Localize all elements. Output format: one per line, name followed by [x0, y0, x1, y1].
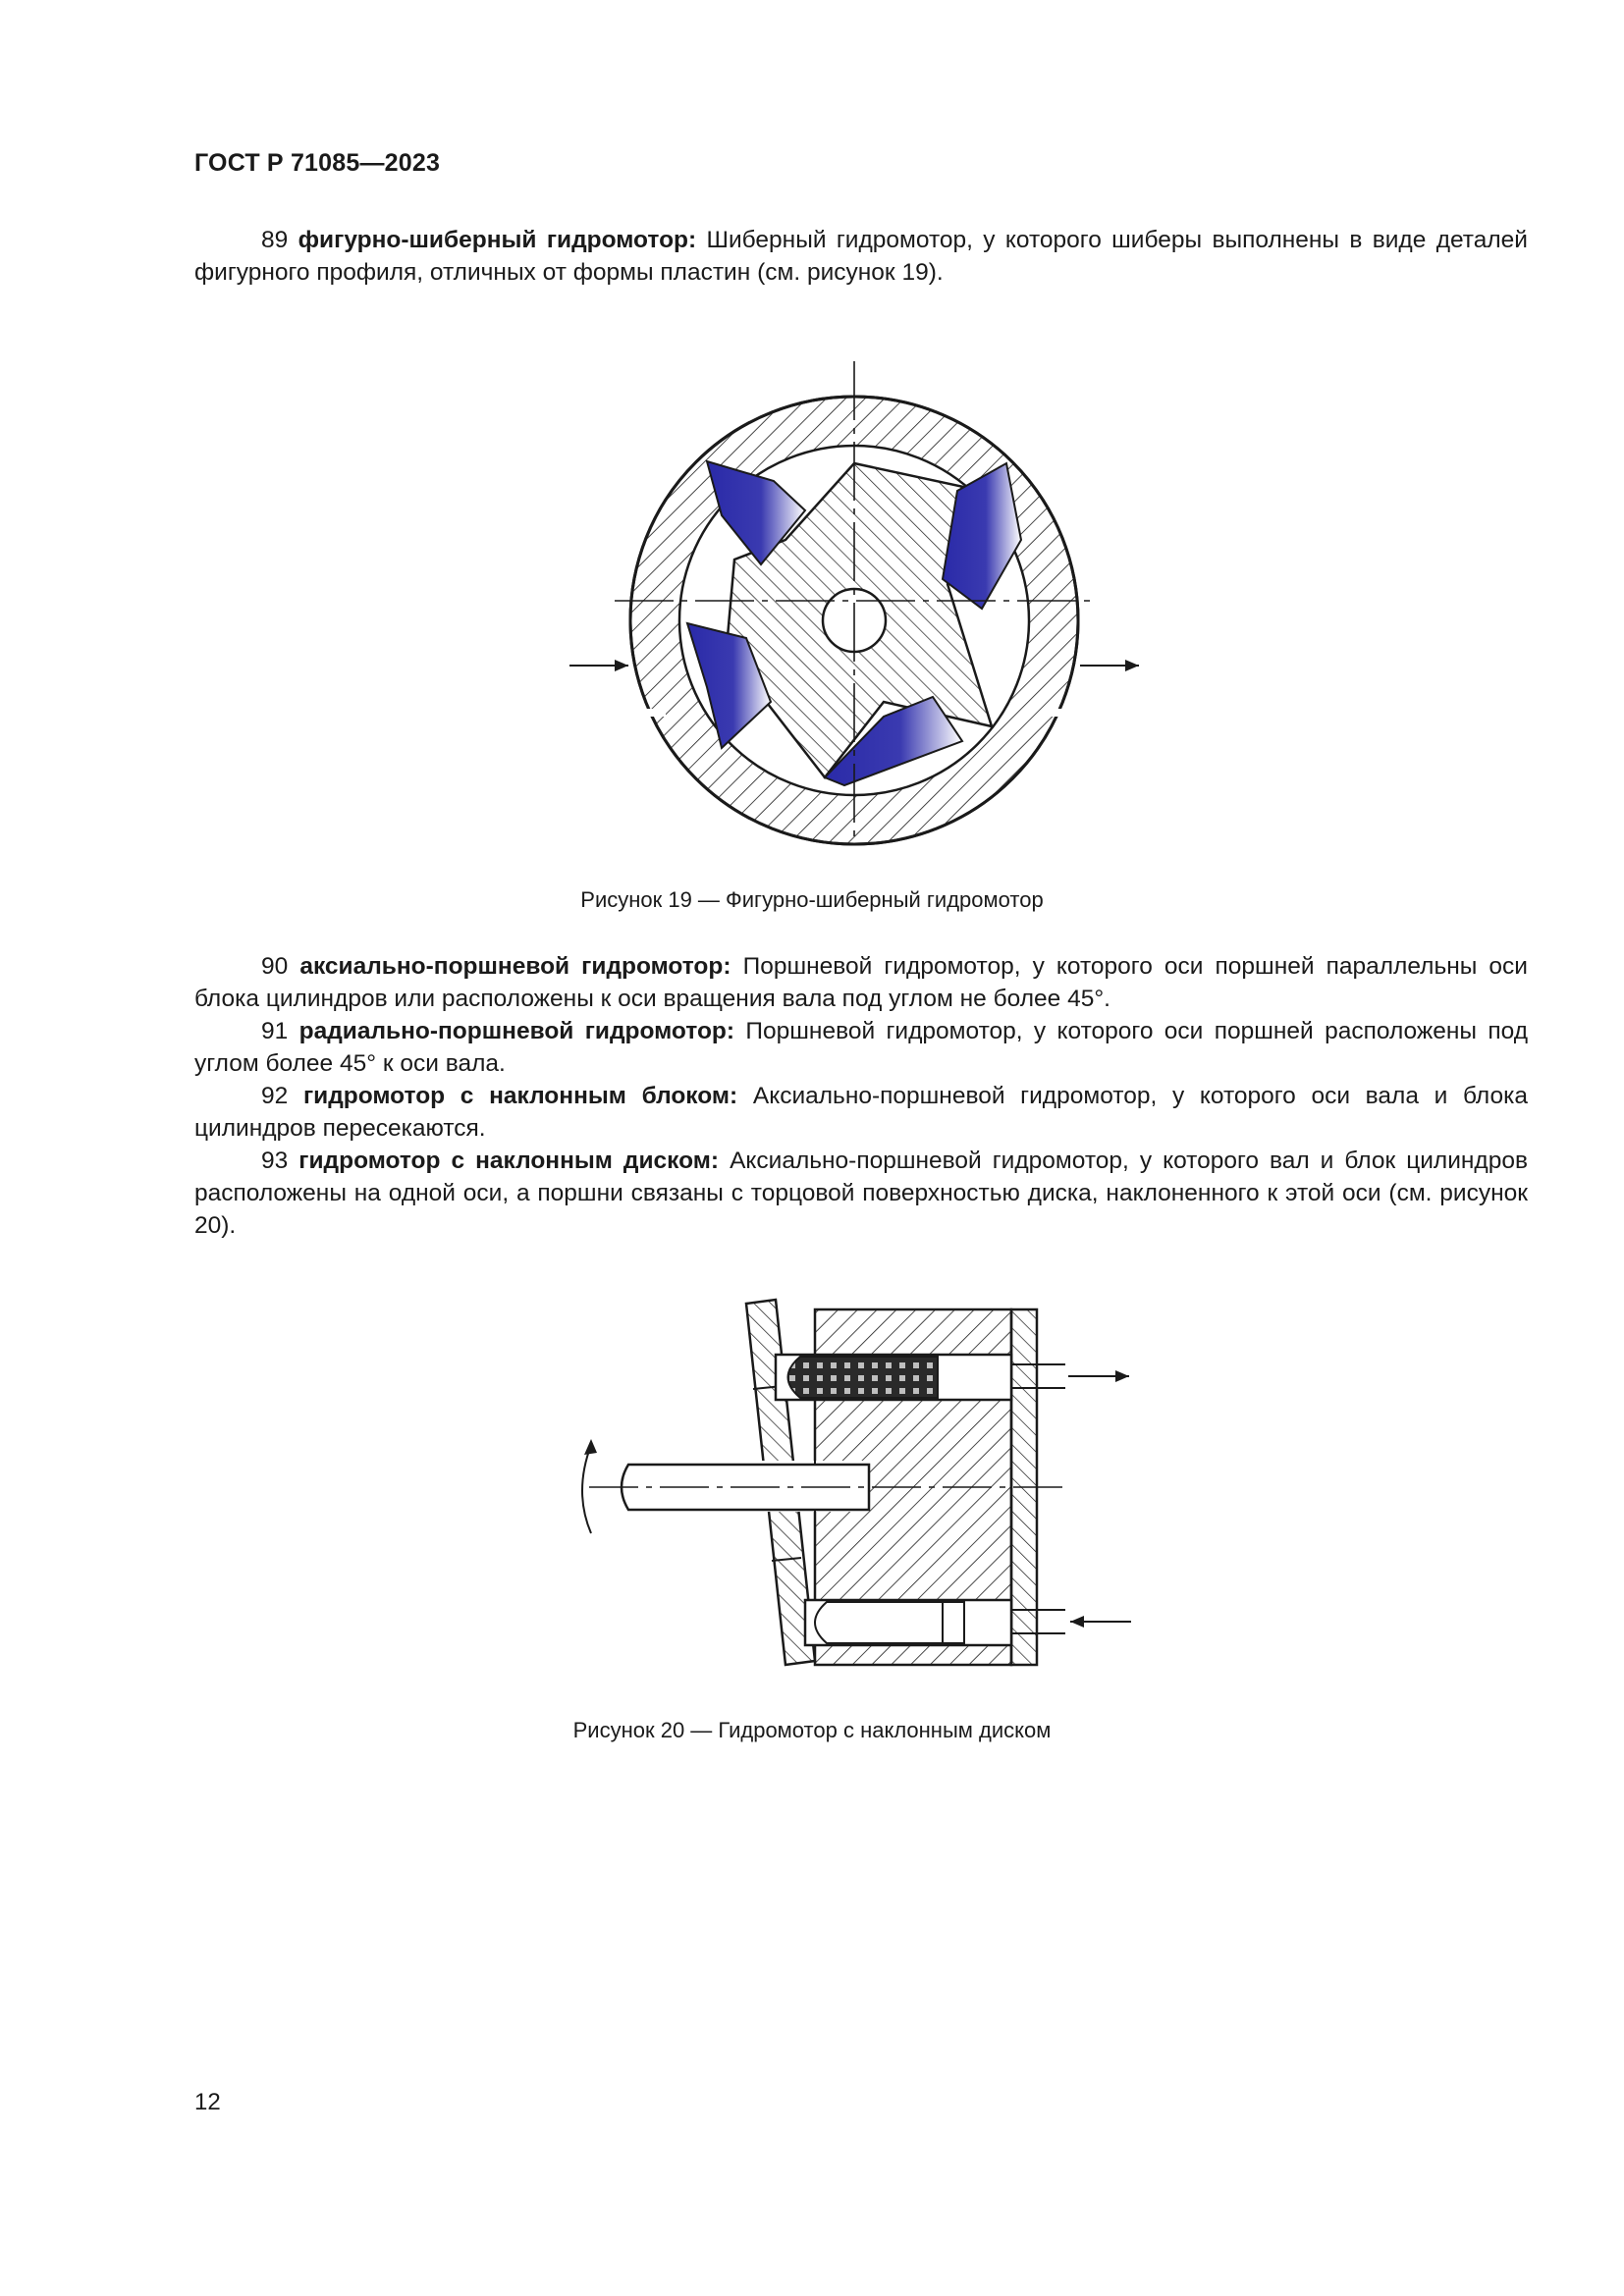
document-header: ГОСТ Р 71085—2023	[194, 149, 441, 177]
term-number: 89	[261, 227, 289, 253]
figure-19-caption: Рисунок 19 — Фигурно-шиберный гидромотор	[580, 887, 1044, 912]
term-definition: Поршневой гидромотор, у которого оси поршней расположены под углом более 45° к оси вала.	[194, 1018, 1529, 1077]
term-title: фигурно-шиберный гидромотор:	[298, 227, 697, 253]
figure-20-drawing	[579, 1296, 1090, 1718]
term-definition: Аксиально-поршневой гидромотор, у которого вал и блок цилиндров расположены на одной оси, а поршни связаны с торцовой поверхностью диска, наклоненного к этой оси (см. рисунок 20).	[194, 1148, 1528, 1239]
term-title: гидромотор с наклонным диском:	[298, 1148, 720, 1174]
term-definition: Поршневой гидромотор, у которого оси поршней параллельны оси блока цилиндров или расположены к оси вращения вала под углом не более 45°.	[194, 953, 1528, 1012]
term-title: гидромотор с наклонным блоком:	[302, 1083, 738, 1109]
term-title: радиально-поршневой гидромотор:	[298, 1018, 735, 1044]
inlet-arrow	[569, 660, 628, 671]
term-92	[194, 1080, 1528, 1145]
piston-top	[788, 1357, 939, 1398]
outlet-arrow	[1080, 660, 1139, 671]
term-number: 92	[261, 1083, 289, 1109]
term-number: 91	[261, 1018, 289, 1044]
outlet-arrow	[1068, 1370, 1129, 1382]
rotation-arrow	[582, 1445, 591, 1533]
term-number: 93	[261, 1148, 289, 1174]
page-number: 12	[194, 2089, 221, 2115]
term-definition: Аксиально-поршневой гидромотор, у которого оси вала и блока цилиндров пересекаются.	[194, 1083, 1528, 1142]
term-number: 90	[261, 953, 289, 980]
term-90	[194, 950, 1528, 1015]
term-91	[194, 1015, 1528, 1080]
term-93	[194, 1145, 1528, 1242]
term-89	[194, 224, 1528, 289]
term-title: аксиально-поршневой гидромотор:	[299, 953, 731, 980]
figure-19-drawing	[560, 353, 1149, 864]
inlet-arrow	[1070, 1616, 1131, 1628]
term-definition: Шиберный гидромотор, у которого шиберы выполнены в виде деталей фигурного профиля, отличных от формы пластин (см. рисунок 19).	[194, 227, 1528, 286]
figure-20-caption: Рисунок 20 — Гидромотор с наклонным диском	[572, 1718, 1052, 1742]
